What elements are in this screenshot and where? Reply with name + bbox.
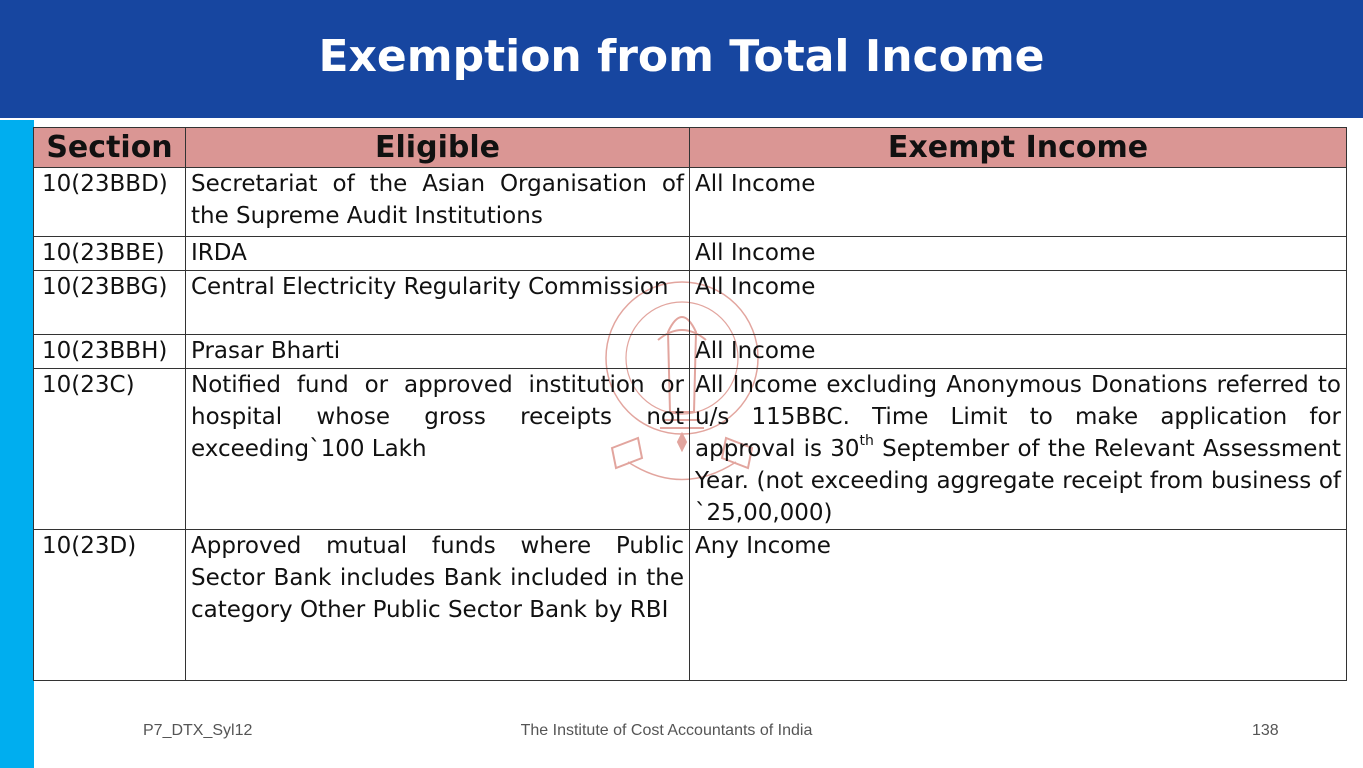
exempt-income-cell: All Income <box>690 271 1347 335</box>
exempt-text-part2: September of the Relevant Assessment Year. (not exceeding aggregate receipt from business of `25,00,000) <box>695 436 1341 526</box>
table-row <box>34 335 1347 369</box>
side-accent-bar <box>0 120 34 768</box>
section-cell: 10(23BBE) <box>34 237 186 271</box>
eligible-cell: Notified fund or approved institution or hospital whose gross receipts not exceeding`100 Lakh <box>186 369 690 530</box>
column-header-eligible: Eligible <box>186 128 690 168</box>
slide-title: Exemption from Total Income <box>318 30 1045 82</box>
exempt-income-cell: All Income <box>690 335 1347 369</box>
table-row <box>34 271 1347 335</box>
ordinal-suffix: th <box>859 433 874 450</box>
table-row <box>34 168 1347 237</box>
section-cell: 10(23C) <box>34 369 186 530</box>
exempt-text-part1: All Income excluding Anonymous Donations referred to u/s 115BBC. Time Limit to make application for approval is 30 <box>695 372 1341 462</box>
page-number: 138 <box>1252 722 1279 739</box>
table-header-row <box>34 128 1347 168</box>
section-cell: 10(23BBG) <box>34 271 186 335</box>
column-header-section: Section <box>34 128 186 168</box>
exempt-income-cell: All Income <box>690 237 1347 271</box>
table-row <box>34 237 1347 271</box>
eligible-cell: Approved mutual funds where Public Sector Bank includes Bank included in the category Other Public Sector Bank by RBI <box>186 530 690 681</box>
exemption-table <box>33 127 1347 681</box>
footer-institute: The Institute of Cost Accountants of India <box>520 722 813 739</box>
exempt-income-cell: All Income <box>690 168 1347 237</box>
eligible-cell: Secretariat of the Asian Organisation of the Supreme Audit Institutions <box>186 168 690 237</box>
table-row <box>34 530 1347 681</box>
eligible-cell: Central Electricity Regularity Commission <box>186 271 690 335</box>
footer-code: P7_DTX_Syl12 <box>143 722 253 739</box>
column-header-exempt-income: Exempt Income <box>690 128 1347 168</box>
section-cell: 10(23D) <box>34 530 186 681</box>
title-bar <box>0 0 1363 118</box>
section-cell: 10(23BBD) <box>34 168 186 237</box>
eligible-cell: Prasar Bharti <box>186 335 690 369</box>
table-row <box>34 369 1347 530</box>
eligible-cell: IRDA <box>186 237 690 271</box>
exempt-income-cell: Any Income <box>690 530 1347 681</box>
section-cell: 10(23BBH) <box>34 335 186 369</box>
exempt-income-cell <box>690 369 1347 530</box>
